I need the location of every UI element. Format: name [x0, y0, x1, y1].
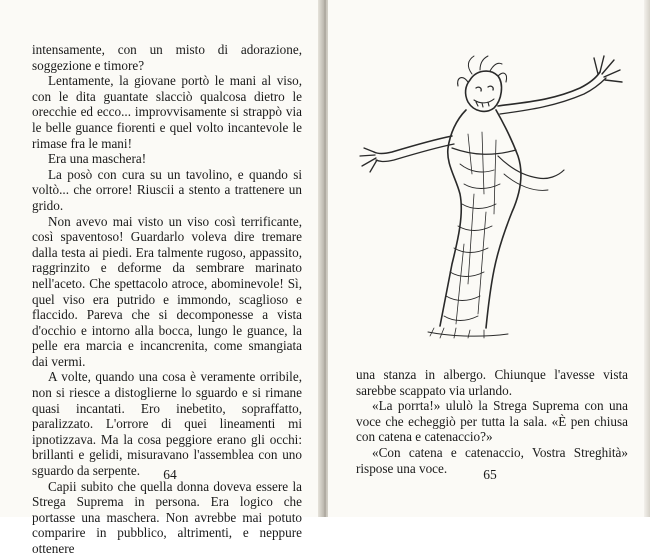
paragraph: intensamente, con un misto di adorazione, soggezione e timore? — [32, 42, 302, 73]
paragraph: «Con catena e catenaccio, Vostra Streghità» rispose una voce. — [356, 444, 628, 476]
paragraph: Lentamente, la giovane portò le mani al viso, con le dita guantate slacciò qualcosa dietro le orecchie ed ecco... improvvisamente si strappò via le belle guance fiorenti e quel volto incantevole le rimase fra le mani! — [32, 73, 302, 151]
paragraph: La posò con cura su un tavolino, e quando si voltò... che orrore! Riuscii a stento a trattenere un grido. — [32, 166, 302, 213]
page-number: 64 — [163, 467, 177, 482]
right-page — [328, 0, 650, 517]
paragraph: A volte, quando una cosa è veramente orribile, non si riesce a distoglierne lo sguardo e si rimane quasi incantati. Ero inebetito, sopraffatto, paralizzato. L'orrore di quei lineamenti mi ipnotizzava. Ma la cosa peggiore erano gli occhi: brillanti e gelidi, misuravano l'assemblea con uno sguardo da serpente. — [32, 369, 302, 479]
paragraph: una stanza in albergo. Chiunque l'avesse vista sarebbe scappato via urlando. — [356, 367, 628, 398]
left-page — [0, 0, 322, 556]
witch-illustration-icon — [348, 44, 638, 344]
page-number: 65 — [483, 467, 497, 482]
right-page-text — [356, 367, 628, 476]
paragraph: Era una maschera! — [48, 151, 147, 167]
paragraph: Non avevo mai visto un viso così terrificante, così spaventoso! Guardarlo voleva dire tremare dalla testa ai piedi. Era talmente rugoso, appassito, raggrinzito e deforme da sembrare marinato nell'aceto. Che spettacolo atroce, abominevole! Sì, quel viso era putrido e immondo, scaglioso e flaccido. Pareva che si decomponesse a vista d'occhio e intorno alla bocca, lungo le guance, la pelle era marcia e incancrenita, come smangiata dai vermi. — [32, 213, 302, 369]
page-edge — [644, 0, 650, 517]
paragraph: Capii subito che quella donna doveva essere la Strega Suprema in persona. Era logico che portasse una maschera. Non avrebbe mai potuto comparire in pubblico, altrimenti, e neppure ottenere — [32, 478, 302, 556]
paragraph: «La porrta!» ululò la Strega Suprema con una voce che echeggiò per tutta la sala. «È pen chiusa con catena e catenaccio?» — [356, 398, 628, 445]
